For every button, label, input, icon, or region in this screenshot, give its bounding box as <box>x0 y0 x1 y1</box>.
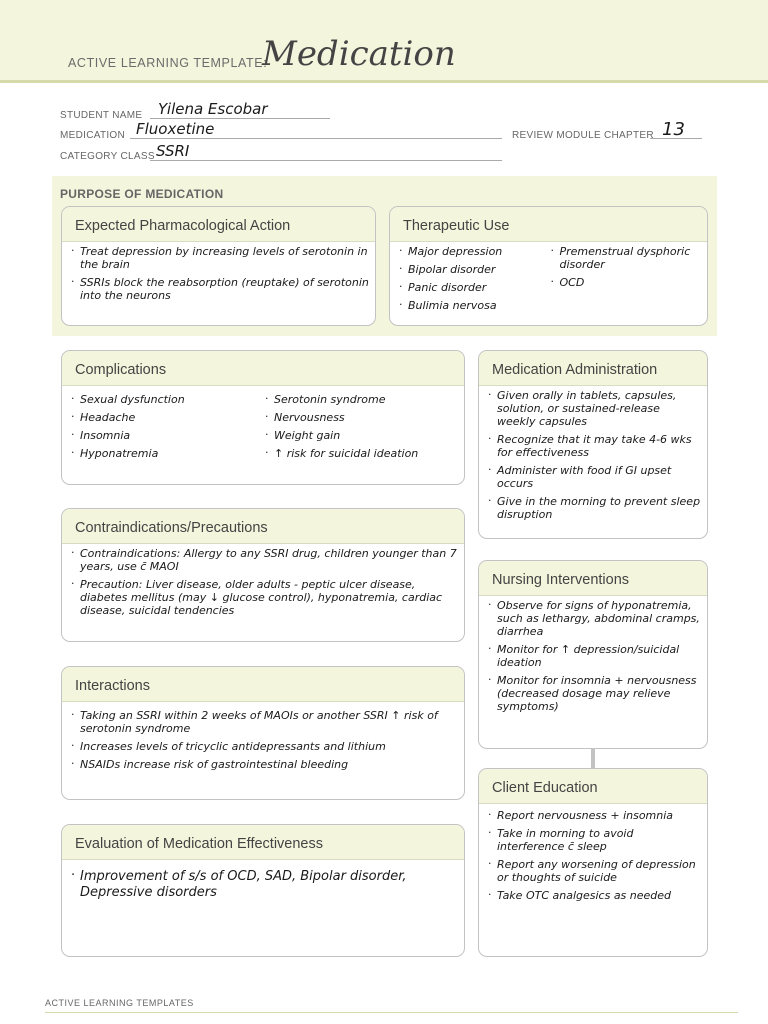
evaluation-list <box>70 869 458 901</box>
list-item: · Report any worsening of depression or thoughts of suicide <box>487 858 701 884</box>
interactions-box <box>61 666 465 800</box>
therapeutic-use-title: Therapeutic Use <box>403 218 510 234</box>
student-name-value[interactable]: Yilena Escobar <box>158 100 268 118</box>
template-label: ACTIVE LEARNING TEMPLATE: <box>68 56 268 70</box>
client-education-box <box>478 768 708 957</box>
category-line <box>150 160 502 161</box>
footer-line <box>45 1012 738 1013</box>
list-item: · Increases levels of tricyclic antidepressants and lithium <box>70 740 458 753</box>
student-name-label: STUDENT NAME <box>60 110 143 121</box>
list-item: · Bipolar disorder <box>398 263 550 276</box>
list-item: · Serotonin syndrome <box>264 393 458 406</box>
list-item: · Report nervousness + insomnia <box>487 809 701 822</box>
list-item: · Premenstrual dysphoric disorder <box>550 245 702 271</box>
interactions-list <box>70 709 458 771</box>
complications-list-1 <box>70 393 264 480</box>
evaluation-title: Evaluation of Medication Effectiveness <box>75 836 323 852</box>
list-item: · Take OTC analgesics as needed <box>487 889 701 902</box>
therapeutic-use-list-1 <box>398 245 550 321</box>
list-item: · Bulimia nervosa <box>398 299 550 312</box>
nursing-title: Nursing Interventions <box>492 572 630 588</box>
medication-label: MEDICATION <box>60 130 126 141</box>
complications-box <box>61 350 465 485</box>
nursing-box <box>478 560 708 749</box>
contraindications-list <box>70 547 458 617</box>
expected-action-title: Expected Pharmacological Action <box>75 218 291 234</box>
footer-text: ACTIVE LEARNING TEMPLATES <box>45 998 194 1008</box>
client-education-list <box>487 809 701 902</box>
category-value[interactable]: SSRI <box>156 142 190 160</box>
list-item: · NSAIDs increase risk of gastrointestinal bleeding <box>70 758 458 771</box>
medication-line <box>130 138 502 139</box>
list-item: · Nervousness <box>264 411 458 424</box>
contraindications-title: Contraindications/Precautions <box>75 520 268 536</box>
list-item: · Hyponatremia <box>70 447 264 460</box>
expected-action-list <box>70 245 369 302</box>
list-item: · Monitor for ↑ depression/suicidal ideation <box>487 643 701 669</box>
list-item: · Given orally in tablets, capsules, solution, or sustained-release weekly capsules <box>487 389 701 428</box>
list-item: · Take in morning to avoid interference c̄ sleep <box>487 827 701 853</box>
therapeutic-use-list-2 <box>550 245 702 321</box>
connector-line <box>591 748 595 768</box>
therapeutic-use-box <box>389 206 708 326</box>
student-name-line <box>150 118 330 119</box>
purpose-title: PURPOSE OF MEDICATION <box>60 187 224 201</box>
evaluation-box <box>61 824 465 957</box>
review-module-value[interactable]: 13 <box>662 119 685 140</box>
list-item: · Monitor for insomnia + nervousness (decreased dosage may relieve symptoms) <box>487 674 701 713</box>
complications-list-2 <box>264 393 458 480</box>
contraindications-box <box>61 508 465 642</box>
interactions-title: Interactions <box>75 678 150 694</box>
list-item: · Panic disorder <box>398 281 550 294</box>
list-item: · ↑ risk for suicidal ideation <box>264 447 458 460</box>
category-label: CATEGORY CLASS <box>60 151 155 162</box>
list-item: · Major depression <box>398 245 550 258</box>
list-item: · Recognize that it may take 4-6 wks for effectiveness <box>487 433 701 459</box>
list-item: · SSRIs block the reabsorption (reuptake) of serotonin into the neurons <box>70 276 369 302</box>
client-education-title: Client Education <box>492 780 598 796</box>
expected-action-box <box>61 206 376 326</box>
list-item: · OCD <box>550 276 702 289</box>
nursing-list <box>487 599 701 713</box>
medication-value[interactable]: Fluoxetine <box>136 120 215 138</box>
list-item: · Observe for signs of hyponatremia, such as lethargy, abdominal cramps, diarrhea <box>487 599 701 638</box>
administration-title: Medication Administration <box>492 362 658 378</box>
list-item: · Administer with food if GI upset occurs <box>487 464 701 490</box>
list-item: · Improvement of s/s of OCD, SAD, Bipolar disorder, Depressive disorders <box>70 869 458 901</box>
list-item: · Insomnia <box>70 429 264 442</box>
complications-title: Complications <box>75 362 167 378</box>
administration-list <box>487 389 701 521</box>
list-item: · Contraindications: Allergy to any SSRI drug, children younger than 7 years, use c̄ MAOI <box>70 547 458 573</box>
list-item: · Treat depression by increasing levels of serotonin in the brain <box>70 245 369 271</box>
list-item: · Weight gain <box>264 429 458 442</box>
list-item: · Taking an SSRI within 2 weeks of MAOIs or another SSRI ↑ risk of serotonin syndrome <box>70 709 458 735</box>
page-title: Medication <box>262 34 456 74</box>
list-item: · Precaution: Liver disease, older adults - peptic ulcer disease, diabetes mellitus (may ↓ glucose control), hyponatremia, cardiac disease, suicidal tendencies <box>70 578 458 617</box>
list-item: · Give in the morning to prevent sleep disruption <box>487 495 701 521</box>
list-item: · Headache <box>70 411 264 424</box>
list-item: · Sexual dysfunction <box>70 393 264 406</box>
administration-box <box>478 350 708 539</box>
review-module-label: REVIEW MODULE CHAPTER <box>512 130 654 141</box>
